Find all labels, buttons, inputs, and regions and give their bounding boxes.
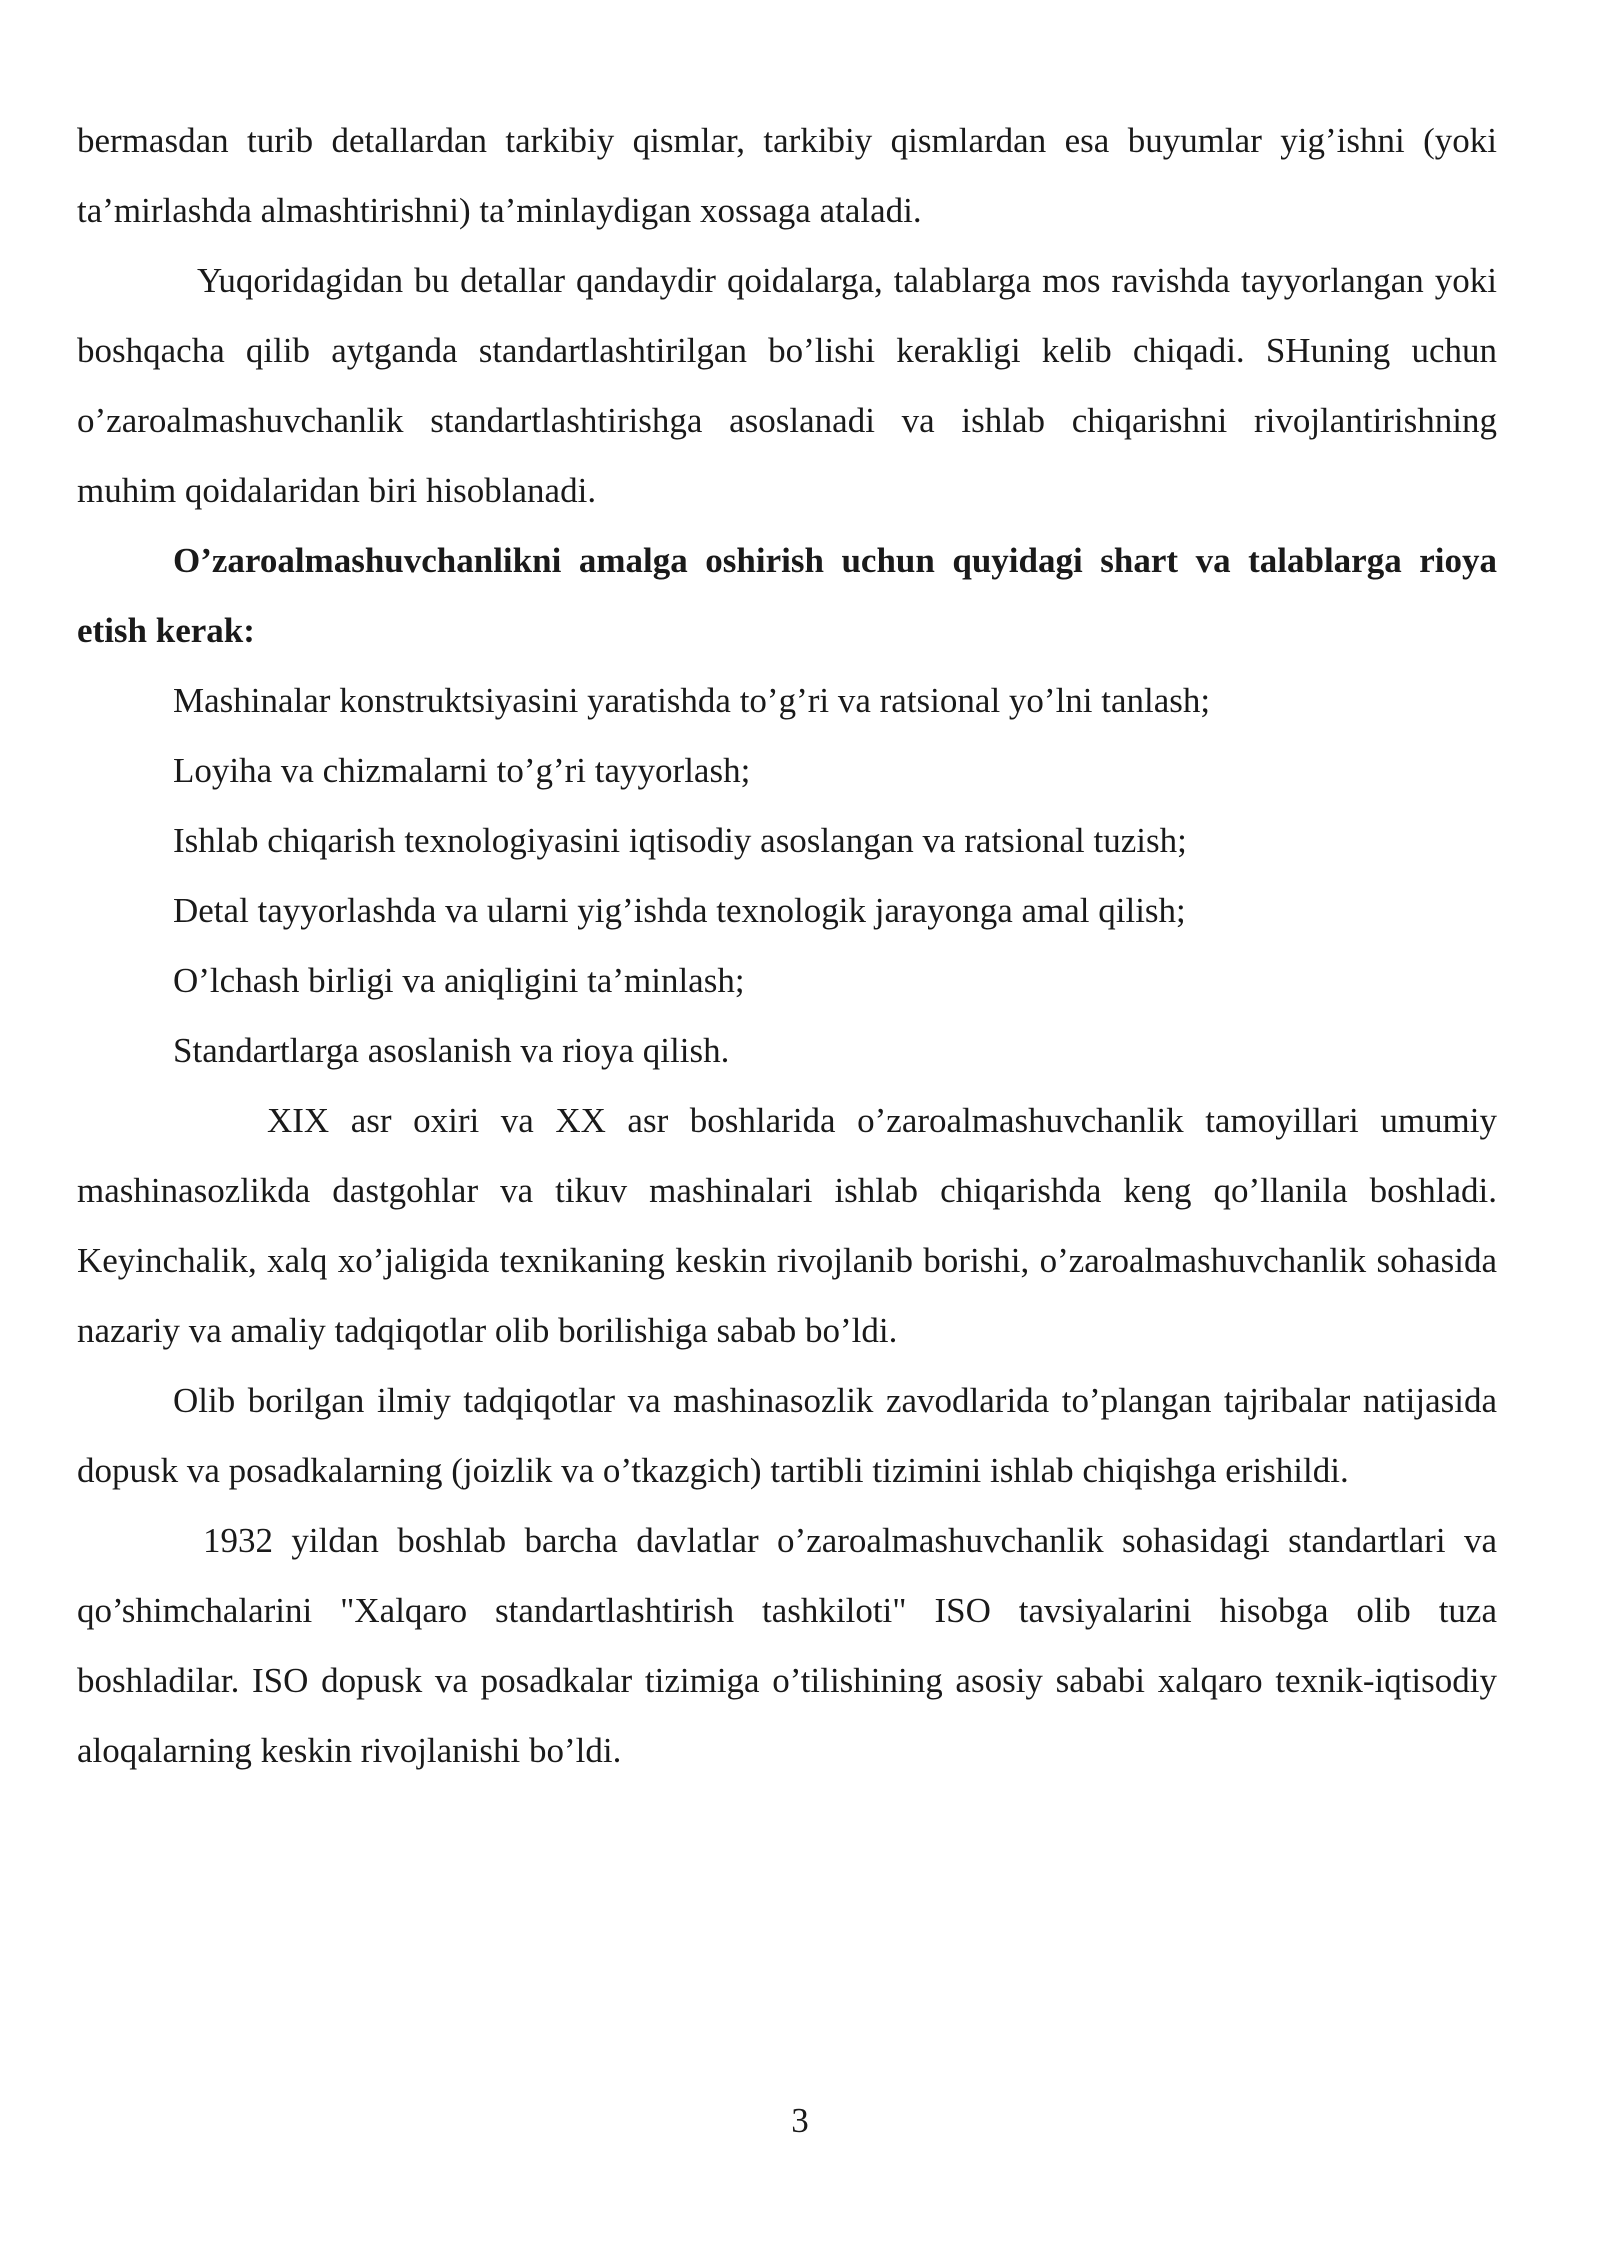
list-item: Ishlab chiqarish texnologiyasini iqtisodiy asoslangan va ratsional tuzish; — [173, 821, 1187, 860]
paragraph-iso: 1932 yildan boshlab barcha davlatlar o’zaroalmashuvchanlik sohasidagi standartlari va qo’shimchalarini "Xalqaro standartlashtirish tashkiloti" ISO tavsiyalarini hisobga olib tuza boshladilar. ISO dopusk va posadkalar tizimiga o’tilishining asosiy sababi xalqaro texnik-iqtisodiy aloqalarning keskin rivojlanishi bo’ldi. — [77, 1521, 1497, 1770]
list-item: Loyiha va chizmalarni to’g’ri tayyorlash; — [173, 751, 751, 790]
list-item: Standartlarga asoslanish va rioya qilish. — [173, 1031, 730, 1070]
paragraph-definition: bermasdan turib detallardan tarkibiy qismlar, tarkibiy qismlardan esa buyumlar yig’ishni (yoki ta’mirlashda almashtirishni) ta’minlaydigan xossaga ataladi. — [77, 121, 1497, 230]
requirements-list — [77, 666, 1497, 1086]
document-body — [77, 106, 1497, 1786]
list-item: Detal tayyorlashda va ularni yig’ishda texnologik jarayonga amal qilish; — [173, 891, 1186, 930]
list-item: O’lchash birligi va aniqligini ta’minlash; — [173, 961, 745, 1000]
paragraph-requirements-heading: O’zaroalmashuvchanlikni amalga oshirish uchun quyidagi shart va talablarga rioya etish kerak: — [77, 541, 1497, 650]
paragraph-research: Olib borilgan ilmiy tadqiqotlar va mashinasozlik zavodlarida to’plangan tajribalar natijasida dopusk va posadkalarning (joizlik va o’tkazgich) tartibli tizimini ishlab chiqishga erishildi. — [77, 1381, 1497, 1490]
paragraph-history: XIX asr oxiri va XX asr boshlarida o’zaroalmashuvchanlik tamoyillari umumiy mashinasozlikda dastgohlar va tikuv mashinalari ishlab chiqarishda keng qo’llanila boshladi. Keyinchalik, xalq xo’jaligida texnikaning keskin rivojlanib borishi, o’zaroalmashuvchanlik sohasida nazariy va amaliy tadqiqotlar olib borilishiga sabab bo’ldi. — [77, 1101, 1497, 1350]
paragraph-standardization: Yuqoridagidan bu detallar qandaydir qoidalarga, talablarga mos ravishda tayyorlangan yoki boshqacha qilib aytganda standartlashtirilgan bo’lishi kerakligi kelib chiqadi. SHuning uchun o’zaroalmashuvchanlik standartlashtirishga asoslanadi va ishlab chiqarishni rivojlantirishning muhim qoidalaridan biri hisoblanadi. — [77, 261, 1497, 510]
page-number: 3 — [791, 2101, 809, 2140]
list-item: Mashinalar konstruktsiyasini yaratishda to’g’ri va ratsional yo’lni tanlash; — [173, 681, 1211, 720]
